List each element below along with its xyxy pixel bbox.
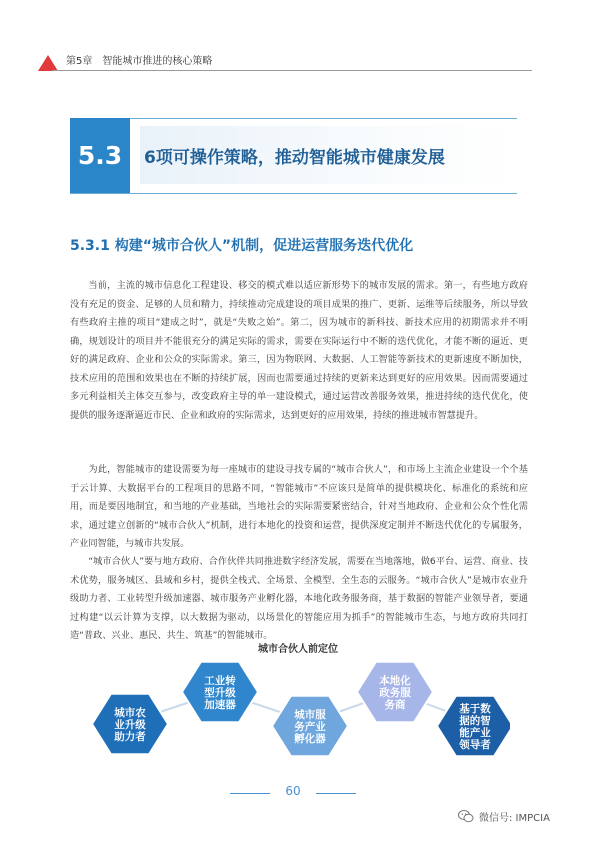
- page-number-rule-left: [230, 793, 270, 794]
- body-paragraph: 当前，主流的城市信息化工程建设、移交的模式难以适应新形势下的城市发展的需求。第一，有些地方政府没有充足的资金、足够的人员和精力，持续推动完成建设的项目成果的推广、更新、运维等后续服务，所以导致有些政府主推的项目“建成之时”，就是“失败之始”。第二，因为城市的新科技、新技术应用的初期需求并不明确，规划设计的项目并不能很充分的满足实际的需求，需要在实际运行中不断的迭代优化，才能不断的逼近、更好的满足政府、企业和公众的实际需求。第三，因为物联网、大数据、人工智能等新技术的更新速度不断加快，技术应用的范围和效果也在不断的持续扩展，因而也需要通过持续的更新来达到更好的应用效果。因而需要通过多元利益相关主体交互参与，改变政府主导的单一建设模式，通过运营改善服务效果，推进持续的迭代优化，使提供的服务逐渐逼近市民、企业和政府的实际需求，达到更好的应用效果，持续的推进城市智慧提升。: [70, 280, 528, 421]
- diagram-node: [357, 662, 433, 723]
- chapter-header: 第5章 智能城市推进的核心策略: [66, 56, 213, 67]
- node-label: 本地化: [379, 675, 411, 687]
- section-title-bar: [140, 126, 517, 184]
- node-label: 务产业: [294, 721, 326, 733]
- node-label: 城市农: [114, 707, 146, 719]
- diagram-node: [437, 696, 510, 757]
- page-number-rule-right: [316, 793, 356, 794]
- node-label: 加速器: [204, 699, 236, 711]
- header-rule: [52, 70, 532, 71]
- node-label: 基于数: [459, 703, 491, 715]
- node-label: 据的智: [459, 715, 491, 727]
- node-label: 政务服: [379, 687, 411, 699]
- wechat-id: 微信号: IMPCIA: [479, 813, 550, 824]
- diagram-node: [182, 662, 258, 723]
- wechat-watermark: [458, 809, 550, 824]
- diagram-node: [92, 694, 168, 755]
- node-label: 工业转: [204, 675, 236, 687]
- wechat-icon: [458, 810, 474, 823]
- subsection-title: 5.3.1 构建“城市合伙人”机制，促进运营服务迭代优化: [70, 238, 414, 254]
- diagram-node: [272, 696, 348, 757]
- figure-title: 城市合伙人前定位: [258, 644, 338, 655]
- node-label: 城市服: [294, 709, 326, 721]
- body-paragraph: “城市合伙人”要与地方政府、合作伙伴共同推进数字经济发展，需要在当地落地，做6平台、运营、商业、技术优势，服务城区、县域和乡村，提供全栈式、全场景、全模型、全生态的云服务。“城市合伙人”是城市农业升级助力者、工业转型升级加速器、城市服务产业孵化器，本地化政务服务商，基于数据的智能产业领导者，要通过构建“以云计算为支撑，以大数据为驱动，以场景化的智能应用为抓手”的智能城市生态，与地方政府共同打造“普政、兴业、惠民、共生、筑基”的智能城市。: [70, 556, 528, 641]
- node-label: 务商: [384, 699, 406, 711]
- header-triangle-mark: [38, 55, 58, 71]
- node-label: 业升级: [114, 719, 146, 731]
- node-label: 助力者: [114, 731, 146, 743]
- section-number: 5.3: [70, 118, 130, 193]
- node-label: 领导者: [459, 739, 491, 751]
- node-label: 能产业: [459, 727, 491, 739]
- page-number: 60: [285, 784, 301, 798]
- section-title: 6项可操作策略，推动智能城市健康发展: [144, 147, 445, 168]
- node-label: 型升级: [204, 687, 236, 699]
- node-label: 孵化器: [294, 733, 326, 745]
- partner-positioning-diagram: [90, 652, 510, 772]
- body-paragraph: 为此，智能城市的建设需要为每一座城市的建设寻找专属的“城市合伙人”，和市场上主流企业建设一个个基于云计算、大数据平台的工程项目的思路不同，“智能城市”不应该只是简单的提供模块化、标准化的系统和应用，而是要因地制宜，和当地的产业基础，当地社会的实际需要紧密结合，针对当地政府、企业和公众个性化需求，通过建立创新的“城市合伙人”机制，进行本地化的投资和运营，提供深度定制并不断迭代优化的专属服务，产业同智能，与城市共发展。: [70, 464, 528, 549]
